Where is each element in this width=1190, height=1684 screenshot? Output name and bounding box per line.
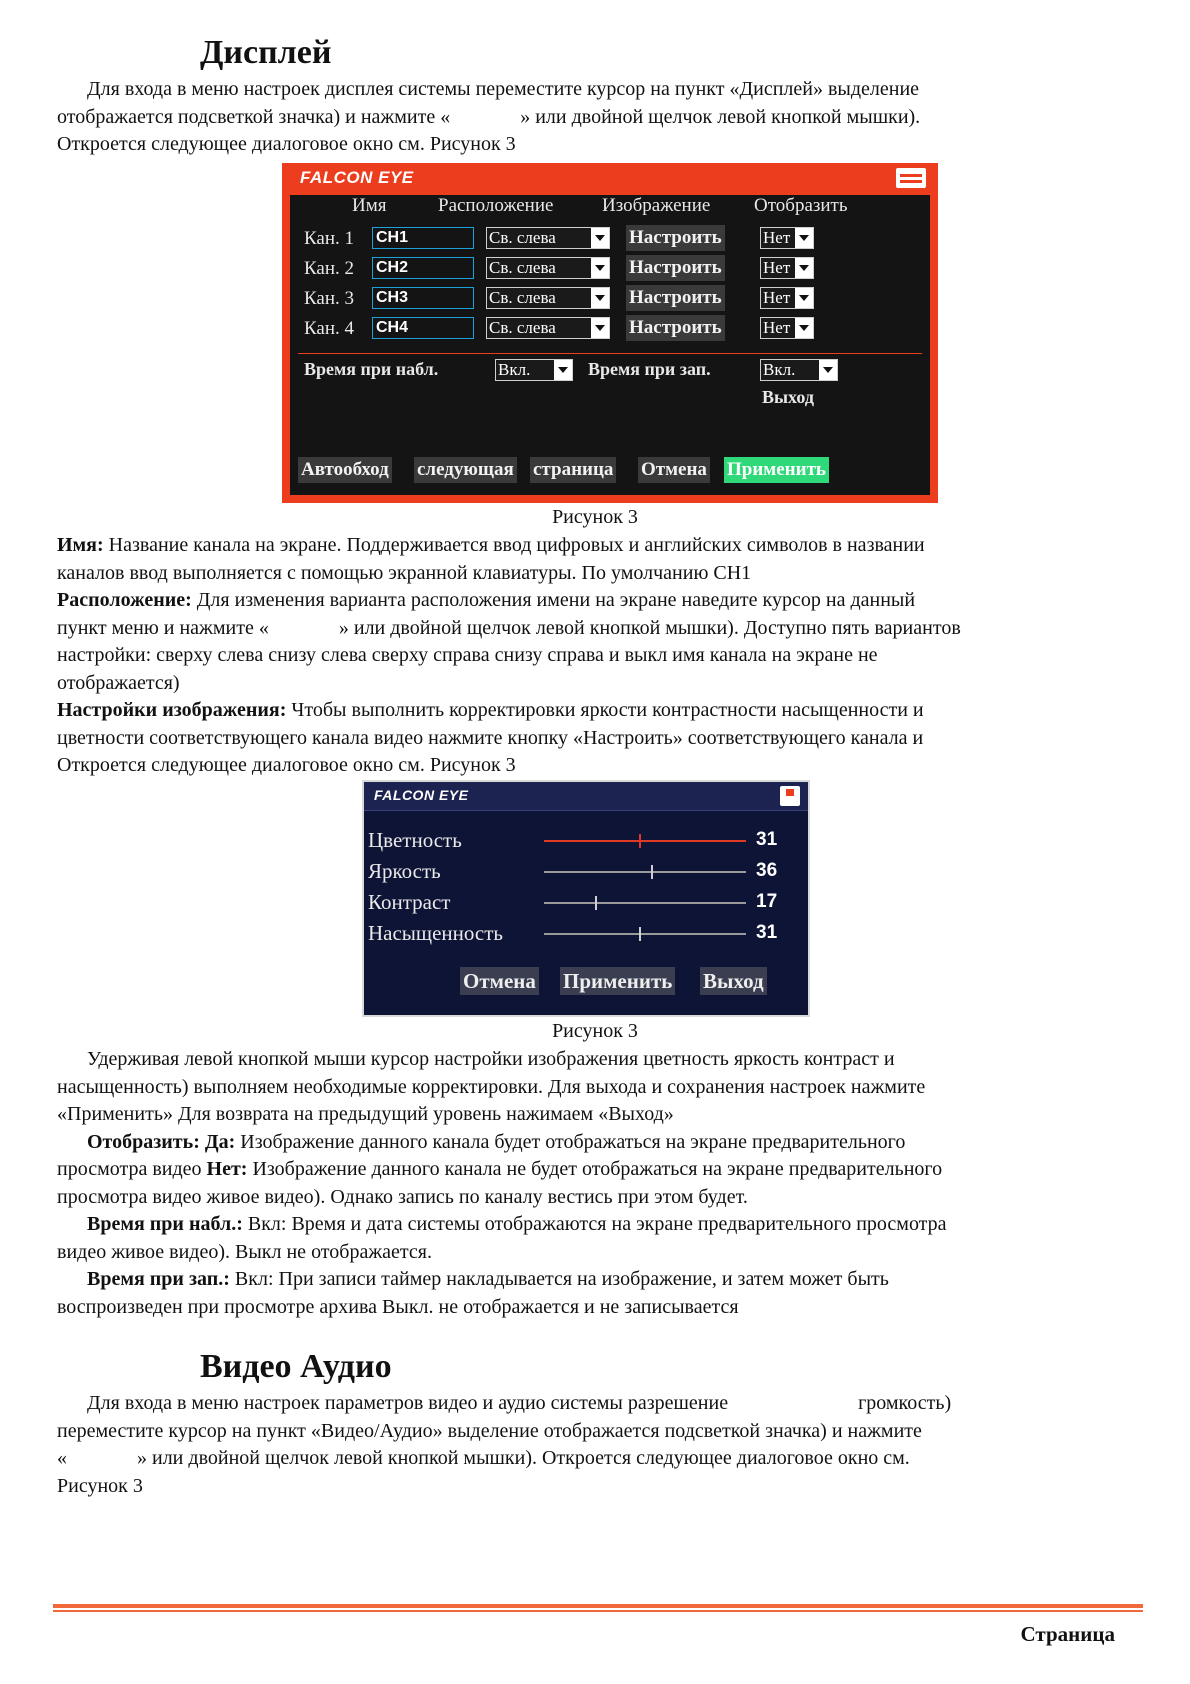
channel-3-name-input[interactable]: CH3 <box>372 287 474 309</box>
channel-2-adjust-button[interactable]: Настроить <box>626 255 725 281</box>
image-adjust-dialog <box>362 780 810 1017</box>
auto-cycle-button[interactable]: Автообход <box>298 457 392 483</box>
slider-thumb[interactable] <box>639 927 641 941</box>
section-heading-display: Дисплей <box>200 34 332 71</box>
time-live-select[interactable]: Вкл. <box>495 359 573 381</box>
cancel-button[interactable]: Отмена <box>638 457 710 483</box>
channel-1-label: Кан. 1 <box>304 228 355 249</box>
slider-contrast[interactable] <box>544 902 746 904</box>
slider-value-brightness: 36 <box>756 860 778 881</box>
chevron-down-icon <box>554 360 572 380</box>
channel-2-label: Кан. 2 <box>304 258 355 279</box>
channel-4-show-select[interactable]: Нет <box>760 317 814 339</box>
channel-1-position-select[interactable]: Св. слева <box>486 227 610 249</box>
page-label: Страница <box>1020 1622 1115 1646</box>
channel-1-show-select[interactable]: Нет <box>760 227 814 249</box>
divider <box>298 353 922 354</box>
time-rec-label: Время при зап. <box>588 359 711 379</box>
display-settings-dialog <box>282 163 938 503</box>
dialog-body <box>290 195 930 495</box>
channel-4-position-select[interactable]: Св. слева <box>486 317 610 339</box>
time-live-label: Время при набл. <box>304 359 439 379</box>
slider-saturation[interactable] <box>544 933 746 935</box>
col-header-name: Имя <box>352 195 387 216</box>
channel-3-position-select[interactable]: Св. слева <box>486 287 610 309</box>
col-header-image: Изображение <box>602 195 711 216</box>
video-audio-paragraph: Для входа в меню настроек параметров видео и аудио системы разрешение громкость) переместите курсор на пункт «Видео/Аудио» выделение отображается подсветкой значка) и нажмите « » или двойной щелчок левой кнопкой мышки). Откроется следующее диалоговое окно см. Рисунок 3 <box>57 1392 952 1497</box>
time-rec-select[interactable]: Вкл. <box>760 359 838 381</box>
footer-rule <box>53 1604 1143 1608</box>
col-header-show: Отобразить <box>754 195 848 216</box>
dialog-title-bar <box>364 782 808 811</box>
settings-description: Имя: Название канала на экране. Поддерживается ввод цифровых и английских символов в названии каналов ввод выполняется с помощью экранной клавиатуры. По умолчанию CH1 Расположение: Для изменения варианта расположения имени на экране наведите курсор на данный пункт меню и нажмите « » или двойной щелчок левой кнопкой мышки). Доступно пять вариантов настройки: сверху слева снизу слева сверху справа снизу справа и выкл имя канала на экране не отображается) Настройки изображения: Чтобы выполнить корректировки яркости контрастности насыщенности и цветности соответствующего канала видео нажмите кнопку «Настроить» соответствующего канала и Откроется следующее диалоговое окно см. Рисунок 3 <box>57 534 961 776</box>
slider-thumb[interactable] <box>651 865 653 879</box>
channel-1-adjust-button[interactable]: Настроить <box>626 225 725 251</box>
channel-4-adjust-button[interactable]: Настроить <box>626 315 725 341</box>
exit-button[interactable]: Выход <box>762 387 814 407</box>
channel-2-name-input[interactable]: CH2 <box>372 257 474 279</box>
channel-3-adjust-button[interactable]: Настроить <box>626 285 725 311</box>
col-header-position: Расположение <box>438 195 554 216</box>
apply-button[interactable]: Применить <box>724 457 829 483</box>
chevron-down-icon <box>819 360 837 380</box>
slider-hue[interactable] <box>544 840 746 842</box>
page-button[interactable]: страница <box>530 457 616 483</box>
slider-brightness[interactable] <box>544 871 746 873</box>
figure-caption: Рисунок 3 <box>552 506 638 528</box>
slider-label-brightness: Яркость <box>368 859 441 883</box>
slider-thumb[interactable] <box>639 834 641 848</box>
channel-2-show-select[interactable]: Нет <box>760 257 814 279</box>
slider-value-hue: 31 <box>756 829 778 850</box>
chevron-down-icon <box>591 288 609 308</box>
exit-button[interactable]: Выход <box>700 967 767 995</box>
apply-button[interactable]: Применить <box>560 967 675 995</box>
chevron-down-icon <box>591 228 609 248</box>
chevron-down-icon <box>795 258 813 278</box>
falcon-eye-logo: FALCON EYE <box>300 168 414 187</box>
intro-paragraph: Для входа в меню настроек дисплея системы переместите курсор на пункт «Дисплей» выделение отображается подсветкой значка) и нажмите « » или двойной щелчок левой кнопкой мышки). Откроется следующее диалоговое окно см. Рисунок 3 <box>57 78 921 155</box>
chevron-down-icon <box>591 318 609 338</box>
chevron-down-icon <box>591 258 609 278</box>
falcon-eye-logo: FALCON EYE <box>374 787 469 803</box>
channel-2-position-select[interactable]: Св. слева <box>486 257 610 279</box>
slider-thumb[interactable] <box>595 896 597 910</box>
slider-label-hue: Цветность <box>368 828 462 852</box>
next-button[interactable]: следующая <box>414 457 517 483</box>
figure-caption: Рисунок 3 <box>552 1020 638 1042</box>
channel-4-label: Кан. 4 <box>304 318 355 339</box>
adjust-paragraph: Удерживая левой кнопкой мыши курсор настройки изображения цветность яркость контраст и насыщенность) выполняем необходимые корректировки. Для выхода и сохранения настроек нажмите «Применить» Для возврата на предыдущий уровень нажимаем «Выход» Отобразить: Да: Изображение данного канала будет отображаться на экране предварительного просмотра видео Нет: Изображение данного канала не будет отображаться на экране предварительного просмотра видео живое видео). Однако запись по каналу вестись при этом будет. Время при набл.: Вкл: Время и дата системы отображаются на экране предварительного просмотра видео живое видео). Выкл не отображается. Время при зап.: Вкл: При записи таймер накладывается на изображение, и затем может быть воспроизведен при просмотре архива Выкл. не отображается и не записывается <box>57 1048 947 1318</box>
save-icon[interactable] <box>780 786 800 806</box>
section-heading-video-audio: Видео Аудио <box>200 1348 392 1385</box>
chevron-down-icon <box>795 288 813 308</box>
slider-label-saturation: Насыщенность <box>368 921 503 945</box>
window-menu-icon[interactable] <box>896 168 926 188</box>
channel-3-show-select[interactable]: Нет <box>760 287 814 309</box>
footer-rule <box>53 1610 1143 1612</box>
cancel-button[interactable]: Отмена <box>460 967 539 995</box>
channel-3-label: Кан. 3 <box>304 288 355 309</box>
slider-value-saturation: 31 <box>756 922 778 943</box>
channel-4-name-input[interactable]: CH4 <box>372 317 474 339</box>
slider-label-contrast: Контраст <box>368 890 451 914</box>
channel-1-name-input[interactable]: CH1 <box>372 227 474 249</box>
chevron-down-icon <box>795 318 813 338</box>
chevron-down-icon <box>795 228 813 248</box>
slider-value-contrast: 17 <box>756 891 778 912</box>
